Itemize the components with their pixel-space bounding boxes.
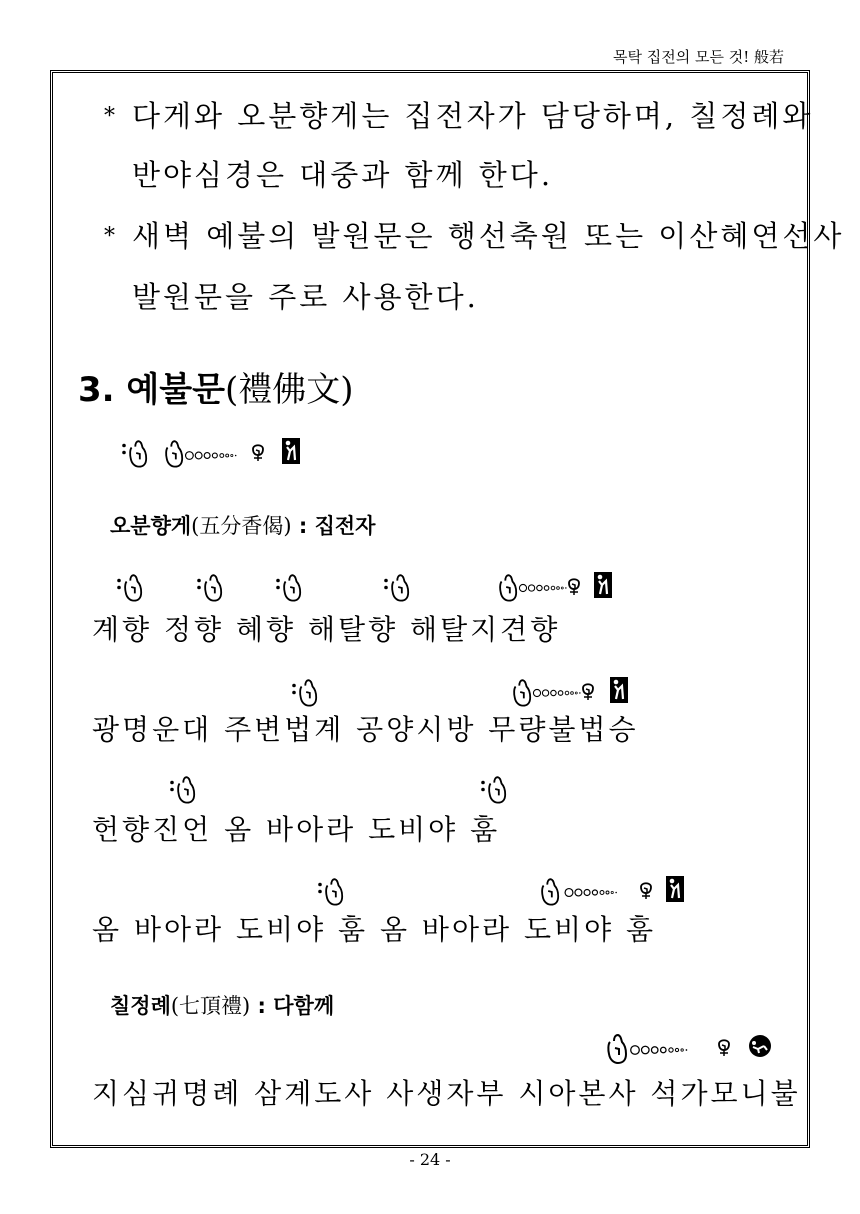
colon-mark [117,578,121,590]
chant-line-2: 광명운대 주변법계 공양시방 무량불법승 [92,713,639,746]
subsection-hanja: (七頂禮) [170,994,251,1018]
roll-dots-icon [184,450,238,461]
roll-dots-icon [562,887,620,898]
moktak-roll-icon [606,1032,628,1064]
bow-icon [610,677,628,703]
moktak-roll-icon [540,876,560,906]
moktak-strike-icon [176,774,196,804]
moktak-strike-icon [123,572,143,602]
subsection-performer: : 집전자 [291,514,376,538]
note-1-line-2: 반야심경은 대중과 함께 한다. [132,158,554,192]
moktak-roll-icon [498,572,518,602]
moktak-strike-icon [487,774,507,804]
colon-mark [276,578,280,590]
subsection-name: 칠정례 [110,994,171,1018]
chant-line-5: 지심귀명례 삼계도사 사생자부 시아본사 석가모니불 [92,1077,801,1110]
moktak-roll-icon [512,677,532,707]
subsection-hanja: (五分香偈) [191,514,292,538]
section-title: 예불문 [126,370,225,410]
chant-line-4: 옴 바아라 도비야 훔 옴 바아라 도비야 훔 [92,913,657,946]
colon-mark [481,780,485,792]
small-moktak-icon [250,441,266,463]
colon-mark [384,578,388,590]
roll-dots-icon [628,1044,690,1056]
small-moktak-icon [638,879,654,901]
moktak-strike-icon [324,876,344,906]
moktak-strike-icon [298,677,318,707]
page-number: - 24 - [409,1150,451,1169]
colon-mark [292,683,296,695]
colon-mark [318,882,322,894]
subsection-chiljeong [110,990,334,1020]
moktak-strike-icon [282,572,302,602]
moktak-strike-icon [128,438,148,468]
note-2-line-1: 새벽 예불의 발원문은 행선축원 또는 이산혜연선사 [132,219,845,253]
bow-icon [666,876,684,902]
running-title: 목탁 집전의 모든 것! 般若 [612,48,784,66]
roll-dots-icon [532,688,582,698]
moktak-roll-icon [164,438,184,468]
small-moktak-icon [716,1036,732,1058]
colon-mark [122,443,126,455]
chant-line-3: 헌향진언 옴 바아라 도비야 훔 [92,813,501,846]
prostration-icon [748,1034,772,1058]
note-2-line-2: 발원문을 주로 사용한다. [132,280,479,314]
bow-icon [282,438,300,464]
section-title-hanja: (禮佛文) [224,370,354,410]
subsection-name: 오분향게 [110,514,192,538]
note-bullet: * [104,104,115,129]
colon-mark [197,578,201,590]
subsection-performer: : 다함께 [250,994,335,1018]
section-heading [78,362,354,411]
roll-dots-icon [518,583,568,593]
subsection-obunhyang [110,510,375,540]
colon-mark [170,780,174,792]
section-number: 3. [78,370,115,410]
chant-line-1: 계향 정향 혜향 해탈향 해탈지견향 [92,613,561,646]
note-1-line-1: 다게와 오분향게는 집전자가 담당하며, 칠정례와 [132,99,814,133]
small-moktak-icon [580,680,596,702]
moktak-strike-icon [390,572,410,602]
moktak-strike-icon [203,572,223,602]
small-moktak-icon [566,575,582,597]
bow-icon [594,572,612,598]
note-bullet: * [104,224,115,249]
